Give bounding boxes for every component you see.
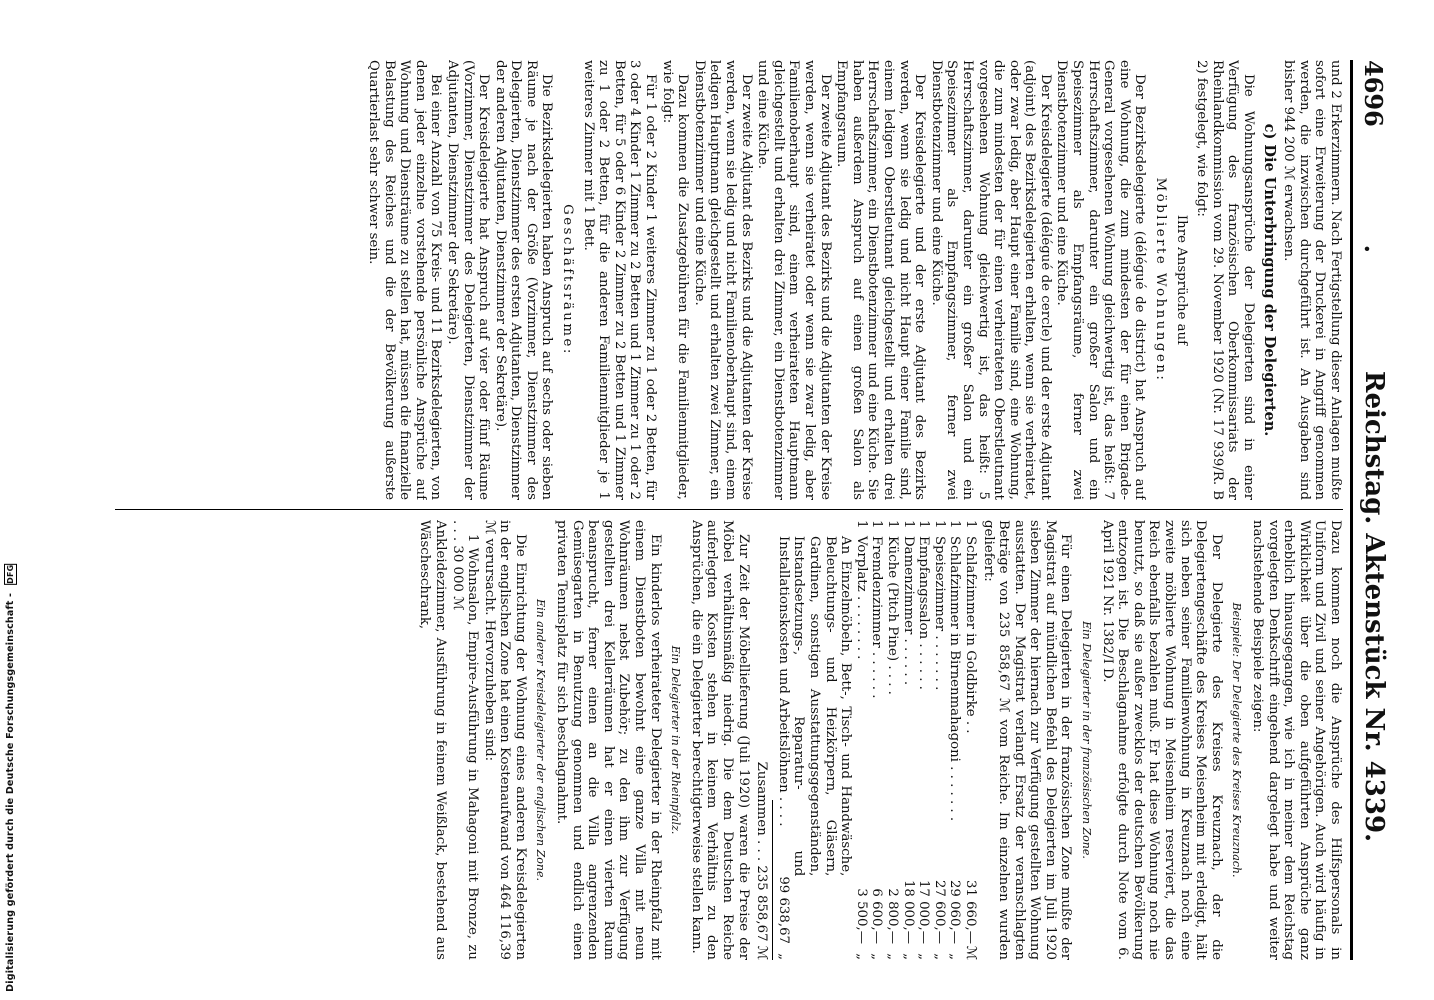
ledger-value: 6 600,— xyxy=(869,888,885,944)
right-paragraph-6: Die Einrichtung der Wohnung eines anderen Kreisdelegierten in der englischen Zone hat einen Kostenaufwand von 464 116,39 ℳ verursacht. Hervorzuheben sind: xyxy=(481,520,528,960)
ledger-item: An Einzelmöbeln, Bett-, Tisch- und Handwäsche, Beleuchtungs- und Heizkörpern, Gläsern, Gardinen, sonstigen Ausstattungsgegenständen, Instandsetzungs-, Reparatur- und Installationskosten und Arbeitslöhnen . . . . xyxy=(775,536,854,877)
column-divider xyxy=(115,509,1343,510)
left-paragraph-2: Die Wohnungsansprüche der Delegierten sind in einer Verfügung des französischen Oberkommissariats der Rheinlandkommission vom 29. November 1920 (Nr. 17 939/R. B 2) festgelegt, wie folgt: xyxy=(1194,60,1257,500)
ledger-item: Schlafzimmer in Goldbirke . . xyxy=(962,536,978,734)
ledger-qty: 1 xyxy=(869,520,885,529)
left-paragraph-10: Die Bezirksdelegierten haben Anspruch auf sechs oder sieben Räume je nach der Größe (Vorzimmer, Dienstzimmer des Delegierten, Dienstzimmer des ersten Adjutanten, Dienstzimmer der anderen Adjutanten, Dienstzimmer der Sekretäre). xyxy=(492,60,555,500)
header-mark: . xyxy=(1359,244,1389,254)
page-title: Reichstag. Aktenstück Nr. 4339. xyxy=(1359,370,1389,843)
ledger-item: Speisezimmer . . . . . . . xyxy=(931,536,947,691)
ledger-value: 18 000,— xyxy=(900,879,916,944)
ledger-qty: 1 xyxy=(884,520,900,529)
ledger-item: Küche (Pitch Pine) . . . . xyxy=(884,536,900,695)
ledger-row xyxy=(947,520,963,960)
right-paragraph-1: Dazu kommen noch die Ansprüche des Hilfspersonals in Uniform und Zivil und seiner Angehörigen. Auch wird häufig in Wirklichkeit über die oben aufgeführten Ansprüche ganz erheblich hinausgegangen, wie ich in meiner dem Reichstag vorgelegten Denkschrift eingehend dargelegt habe und weiter nachstehende Beispiele zeigen: xyxy=(1250,520,1343,960)
example-label: Beispiele: Der Delegierte des Kreises Kreuznach. xyxy=(1230,602,1244,878)
subhead-english-zone: Ein anderer Kreisdelegierter der englischen Zone. xyxy=(534,599,548,881)
ledger-currency: „ xyxy=(931,953,947,960)
left-paragraph-9: Für 1 oder 2 Kinder 1 weiteres Zimmer zu 1 oder 2 Betten, für 3 oder 4 Kinder 1 Zimmer zu 2 Betten und 1 Zimmer zu 1 oder 2 Betten, für 5 oder 6 Kinder 2 Zimmer zu 2 Betten und 1 Zimmer zu 1 oder 2 Betten, für die anderen Familienmitglieder je 1 weiteres Zimmer mit 1 Bett. xyxy=(580,60,659,500)
left-paragraph-5: Der Kreisdelegierte und der erste Adjutant des Bezirks werden, wenn sie ledig und nicht Haupt einer Familie sind, einem ledigen Oberstleutnant gleichgestellt und erhalten drei Herrschaftszimmer, ein Dienstbotenzimmer und eine Küche. Sie haben außerdem Anspruch auf einen großen Salon als Empfangsraum. xyxy=(834,60,928,500)
left-paragraph-8: Dazu kommen die Zusatzgebühren für die Familienmitglieder, wie folgt: xyxy=(659,60,691,500)
ledger-value: 99 638,67 xyxy=(775,876,791,944)
ledger-currency: „ xyxy=(947,953,963,960)
total-label: Zusammen . . . xyxy=(754,761,770,862)
right-paragraph-5: Ein kinderlos verheirateter Delegierter in der Rheinpfalz mit einem Dienstboten bewohnt eine ganze Villa mit neun Wohnräumen nebst Zubehör; zu den ihm zur Verfügung gestellten drei Kellerräumen hat er einen vierten Raum beansprucht, ferner einen an die Villa angrenzenden Gemüsegarten in Benutzung genommen und endlich einen privaten Tennisplatz für sich beschlagnahmt. xyxy=(554,520,663,960)
page-number: 4696 xyxy=(1359,60,1389,127)
left-paragraph-3: Der Bezirksdelegierte (délégué de district) hat Anspruch auf eine Wohnung, die zum mindesten der für einen Brigade-General vorgesehenen Wohnung gleichwertig ist, das heißt: 7 Herrschaftszimmer, darunter ein großer Salon und ein Speisezimmer als Empfangsräume, ferner zwei Dienstbotenzimmer und eine Küche. xyxy=(1054,60,1148,500)
total-currency: ℳ xyxy=(754,945,770,960)
ledger-currency: „ xyxy=(775,953,791,960)
left-paragraph-6: Der zweite Adjutant des Bezirks und die Adjutanten der Kreise werden, wenn sie verheiratet oder wenn sie zwar ledig, aber Familienoberhaupt sind, einem verheirateten Hauptmann gleichgestellt und erhalten drei Zimmer, ein Dienstbotenzimmer und eine Küche. xyxy=(755,60,833,500)
dfg-logo: DFG xyxy=(5,565,15,585)
ledger-currency: „ xyxy=(884,953,900,960)
left-paragraph-7: Der zweite Adjutant des Bezirks und die Adjutanten der Kreise werden, wenn sie ledig und nicht Familienoberhaupt sind, einem ledigen Hauptmann gleichgestellt und erhalten zwei Zimmer, ein Dienstbotenzimmer und eine Küche. xyxy=(691,60,754,500)
right-paragraph-7: 1 Wohnsalon, Empire-Ausführung in Mahagoni mit Bronze, zu . . . 30 000 ℳ xyxy=(449,520,481,960)
ledger-row xyxy=(884,520,900,960)
ledger-qty xyxy=(775,520,853,536)
ledger-value: 29 060,— xyxy=(947,879,963,944)
claims-title: Ihre Ansprüche auf xyxy=(1173,214,1189,346)
left-paragraph-12: Bei einer Anzahl von 75 Kreis- und 11 Bezirksdelegierten, von denen jeder einzelne vorstehende persönliche Ansprüche auf Wohnung und Diensträume zu stellen hat, müssen die finanzielle Belastung des Reiches und die der Bevölkerung außerste Quartierlast sehr schwer sein. xyxy=(365,60,444,500)
ledger-row xyxy=(853,520,869,960)
left-paragraph-1: und 2 Erkerzimmern. Nach Fertigstellung dieser Anlagen mußte sofort eine Erweiterung der Druckerei in Angriff genommen werden, die inzwischen durchgeführt ist. An Ausgaben sind bisher 944 200 ℳ erwachsen. xyxy=(1281,60,1343,500)
ledger-row xyxy=(916,520,932,960)
ledger-currency: „ xyxy=(900,953,916,960)
left-paragraph-4: Der Kreisdelegierte (délégué de cercle) und der erste Adjutant (adjoint) des Bezirksdelegierten erhalten, wenn sie verheiratet, oder zwar ledig, aber Haupt einer Familie sind, eine Wohnung, die zum mindesten der für einen verheirateten Oberstleutnant vorgesehenen Wohnung gleichwertig ist, das heißt: 5 Herrschaftszimmer, darunter ein großer Salon und ein Speisezimmer als Empfangszimmer, ferner zwei Dienstbotenzimmer und eine Küche. xyxy=(928,60,1053,500)
subhead-french-zone: Ein Delegierter in der französischen Zone. xyxy=(1080,621,1094,859)
ledger-currency: „ xyxy=(869,953,885,960)
claims-subtitle: Möblierte Wohnungen: xyxy=(1153,177,1169,383)
ledger-qty: 1 xyxy=(947,520,963,529)
running-head xyxy=(1357,60,1391,960)
ledger-row xyxy=(900,520,916,960)
ledger-qty: 1 xyxy=(931,520,947,529)
header-rule xyxy=(1350,60,1353,960)
ledger-value: 31 660,— xyxy=(962,879,978,944)
right-paragraph-3: Für einen Delegierten in der französischen Zone mußte der Magistrat auf mündlichen Befehl des Delegierten im Juli 1920 sieben Zimmer der hiernach zur Verfügung gestellten Wohnung ausstatten. Der Magistrat verlangt Ersatz der veranschlagten Beträge von 235 858,67 ℳ vom Reiche. Im einzelnen wurden geliefert: xyxy=(980,520,1074,960)
total-rule xyxy=(772,800,773,960)
ledger-row xyxy=(775,520,853,960)
ledger-item: Fremdenzimmer . . . . . . xyxy=(869,536,885,699)
ledger-value: 3 500,— xyxy=(853,888,869,944)
left-column xyxy=(115,60,1343,500)
ledger-qty: 1 xyxy=(853,520,869,529)
ledger-item: Damenzimmer . . . . . . xyxy=(900,536,916,686)
ledger-currency: „ xyxy=(853,953,869,960)
digitization-note: Digitalisierung gefördert durch die Deutsche Forschungsgemeinschaft - xyxy=(4,592,16,992)
ledger-row xyxy=(869,520,885,960)
ledger-currency: ℳ xyxy=(962,945,978,960)
ledger-item: Vorplatz . . . . . . . . xyxy=(853,536,869,660)
ledger-qty: 1 xyxy=(962,520,978,529)
ledger-currency: „ xyxy=(916,953,932,960)
ledger-qty: 1 xyxy=(916,520,932,529)
ledger-value: 27 600,— xyxy=(931,879,947,944)
ledger-qty: 1 xyxy=(900,520,916,529)
left-paragraph-11: Der Kreisdelegierte hat Anspruch auf vier oder fünf Räume (Vorzimmer, Dienstzimmer des Delegierten, Dienstzimmer der Adjutanten, Dienstzimmer der Sekretäre). xyxy=(444,60,492,500)
section-heading: c) Die Unterbringung der Delegierten. xyxy=(1260,123,1278,437)
ledger-value: 2 800,— xyxy=(884,888,900,944)
digitization-credit xyxy=(4,564,17,992)
right-column xyxy=(115,520,1343,960)
rotated-page xyxy=(105,40,1395,980)
ledger-row xyxy=(931,520,947,960)
ledger-item: Schlafzimmer in Birnenmahagoni . . . . . . . xyxy=(947,536,963,822)
ledger-total xyxy=(754,520,770,960)
ledger-value: 17 000,— xyxy=(916,879,932,944)
total-value: 235 858,67 xyxy=(754,865,770,942)
digitization-credit-strip xyxy=(0,0,20,1000)
ledger-row xyxy=(962,520,978,960)
offices-title: Geschäftsräume: xyxy=(560,204,576,356)
right-paragraph-8: Ankleidezimmer, Ausführung in feinem Weißlack, bestehend aus Wäscheschrank, xyxy=(417,520,448,960)
right-paragraph-4: Zur Zeit der Möbellieferung (Juli 1920) waren die Preise der Möbel verhältnismäßig niedrig. Die dem Deutschen Reiche auferlegten Kosten stehen in keinem Verhältnis zu den Ansprüchen, die ein Delegierter berechtigterweise stellen kann. xyxy=(688,520,751,960)
ledger-item: Empfangssalon . . . . . . xyxy=(916,536,932,690)
right-paragraph-2: Der Delegierte des Kreises Kreuznach, der die Delegiertengeschäfte des Kreises Meisenheim mit erledigt, hält sich neben seiner Familienwohnung in Kreuznach noch eine zweite möblierte Wohnung in Meisenheim reserviert, die das Reich ebenfalls bezahlen muß. Er hat diese Wohnung noch nie benutzt, so daß sie außer zwecklos der deutschen Bevölkerung entzogen ist. Die Beschlagnahme erfolgte durch Note vom 6. April 1921 Nr. 1382/I D. xyxy=(1099,520,1224,960)
furniture-ledger xyxy=(775,520,978,960)
subhead-rheinpfalz: Ein Delegierter in der Rheinpfalz. xyxy=(669,645,683,835)
